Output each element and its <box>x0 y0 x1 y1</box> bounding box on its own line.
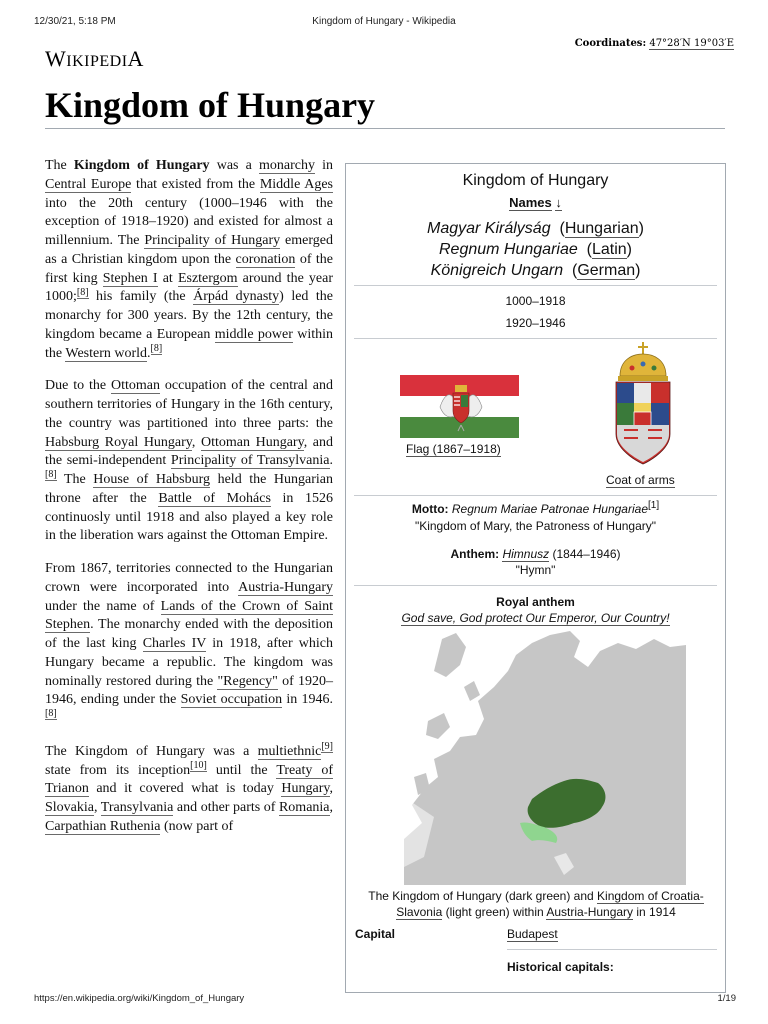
flag-image[interactable] <box>400 375 519 438</box>
body-text: at <box>157 270 178 286</box>
article-link[interactable]: Transylvania <box>100 800 174 815</box>
body-text: , <box>329 781 333 797</box>
article-link[interactable]: Principality of Hungary <box>144 233 281 248</box>
anthem-translation: "Hymn" <box>515 563 556 577</box>
motto: Motto: Regnum Mariae Patronae Hungariae[1] <box>411 500 660 516</box>
body-text: of 1920–1946, ending under the <box>45 673 333 708</box>
body-text: ) led the monarchy for 300 years. By the 12th century, the kingdom became a European <box>45 289 334 342</box>
body-text: emerged as a Christian kingdom upon the <box>45 233 333 267</box>
body-text: and other parts of <box>173 800 279 815</box>
body-text: in 1918, after which Hungary became a republic. The kingdom was nominally restored during the <box>45 636 333 689</box>
article-link[interactable]: middle power <box>214 326 293 342</box>
bold-text: Kingdom of Hungary <box>73 158 210 173</box>
body-text: in 1526 continuosly until 1918 and also played a key role in the liberation wars against the Ottoman Empire. <box>45 490 334 544</box>
body-text: into the 20th century (1000–1946 with the exception of 1918–1920) and existed for almost a millennium. The <box>45 195 333 248</box>
body-text: was a <box>209 158 259 173</box>
body-text: within the <box>45 326 333 361</box>
reference-link[interactable]: [8] <box>45 708 57 720</box>
article-link[interactable]: Principality of Transylvania <box>170 453 330 469</box>
article-link[interactable]: Árpád dynasty <box>193 289 280 305</box>
body-text: , <box>329 800 334 815</box>
body-text: around the year 1000; <box>45 270 333 305</box>
capital-label: Capital <box>355 927 396 941</box>
names-toggle[interactable]: Names ↓ <box>509 195 562 210</box>
austria-hungary-link[interactable]: Austria-Hungary <box>546 905 634 919</box>
royal-anthem <box>346 610 725 626</box>
body-text: The <box>56 472 94 487</box>
coordinates <box>575 38 734 49</box>
article-link[interactable]: "Regency" <box>217 673 278 689</box>
article-paragraph <box>45 560 333 729</box>
coat-of-arms-image[interactable] <box>612 342 674 468</box>
body-text: . <box>147 345 151 361</box>
croatia-slavonia-link[interactable]: Kingdom of Croatia-Slavonia <box>396 889 704 919</box>
coordinates-label: Coordinates: <box>574 38 647 49</box>
reference-link[interactable]: [9] <box>321 741 333 753</box>
reference-link[interactable]: [8] <box>45 469 57 481</box>
crest-icon <box>438 381 484 433</box>
royal-anthem-link[interactable]: God save, God protect Our Emperor, Our Country! <box>401 611 670 625</box>
royal-anthem-label: Royal anthem <box>496 595 575 609</box>
article-link[interactable]: monarchy <box>258 158 315 173</box>
native-name-latin: Regnum Hungariae (Latin) <box>439 241 632 258</box>
infobox-title: Kingdom of Hungary <box>462 172 609 189</box>
article-link[interactable]: Ottoman <box>111 378 161 394</box>
page-number: 1/19 <box>717 993 736 1004</box>
anthem: Anthem: Himnusz (1844–1946) <box>450 547 621 561</box>
capital-link[interactable]: Budapest <box>507 927 558 941</box>
article-link[interactable]: Soviet occupation <box>180 692 283 708</box>
reference-link[interactable]: [8] <box>76 286 89 298</box>
coordinates-link[interactable]: 47°28′N 19°03′E <box>649 38 734 49</box>
body-text: , and the semi-independent <box>45 434 334 469</box>
year-range: 1920–1946 <box>505 316 566 330</box>
article-body <box>45 157 333 851</box>
body-text: (now part of <box>160 818 234 834</box>
infobox <box>345 163 726 993</box>
article-link[interactable]: Western world <box>65 345 148 361</box>
article-link[interactable]: Slovakia <box>45 800 94 815</box>
body-text: his family (the <box>88 289 194 305</box>
article-link[interactable]: Esztergom <box>177 270 238 286</box>
body-text: . The monarchy ended with the deposition of the last king <box>45 617 333 651</box>
body-text: of the first king <box>45 251 334 286</box>
infobox-divider <box>354 285 717 286</box>
arrow-down-icon: ↓ <box>555 195 562 210</box>
body-text: in <box>314 158 334 173</box>
title-divider <box>45 128 725 129</box>
anthem-link[interactable]: Himnusz <box>502 547 550 561</box>
body-text: . <box>329 453 333 469</box>
article-link[interactable]: Treaty of Trianon <box>45 762 333 797</box>
article-link[interactable]: coronation <box>235 251 296 267</box>
article-paragraph <box>45 377 333 546</box>
article-link[interactable]: Ottoman Hungary <box>201 434 304 450</box>
lang-link-latin[interactable]: Latin <box>591 241 627 258</box>
body-text: , <box>191 434 202 450</box>
native-name-hungarian: Magyar Királyság (Hungarian) <box>427 220 644 237</box>
native-name-german: Königreich Ungarn (German) <box>430 262 641 279</box>
article-link[interactable]: Hungary <box>281 781 330 797</box>
infobox-divider <box>354 585 717 586</box>
body-text: held the Hungarian throne after the <box>45 472 333 506</box>
article-link[interactable]: Stephen I <box>102 270 158 286</box>
body-text: in 1946. <box>282 692 334 708</box>
body-text: From 1867, territories connected to the Hungarian crown were incorporated into <box>45 561 333 595</box>
body-text: until the <box>206 762 277 778</box>
reference-link[interactable]: [8] <box>150 342 163 354</box>
article-link[interactable]: Carpathian Ruthenia <box>45 818 161 834</box>
article-link[interactable]: Habsburg Royal Hungary <box>45 434 192 450</box>
body-text: The <box>45 158 74 173</box>
body-text: , <box>94 800 101 815</box>
article-link[interactable]: Central Europe <box>45 176 132 192</box>
body-text: The Kingdom of Hungary was a <box>45 743 258 759</box>
motto-translation: "Kingdom of Mary, the Patroness of Hungary" <box>414 519 657 533</box>
article-link[interactable]: Middle Ages <box>259 176 333 192</box>
body-text: that existed from the <box>131 176 260 192</box>
historical-capitals-label: Historical capitals: <box>507 960 614 974</box>
article-paragraph <box>45 157 333 363</box>
reference-link[interactable]: [1] <box>648 500 660 511</box>
print-footer <box>0 993 768 1007</box>
lang-link-hungarian[interactable]: Hungarian <box>564 220 639 237</box>
article-link[interactable]: Romania <box>278 800 330 815</box>
article-link[interactable]: House of Habsburg <box>93 472 211 487</box>
article-link[interactable]: Austria-Hungary <box>238 579 333 595</box>
article-link[interactable]: multiethnic <box>257 743 322 759</box>
map-caption: The Kingdom of Hungary (dark green) and Kingdom of Croatia-Slavonia (light green) within Austria-Hungary in 1914 <box>368 889 704 919</box>
body-text: occupation of the central and southern territories of Hungary in the 16th century, the country was partitioned into three parts: the <box>45 378 333 431</box>
print-header <box>0 16 768 30</box>
page-title: Kingdom of Hungary <box>45 85 376 125</box>
print-timestamp: 12/30/21, 5:18 PM <box>34 16 116 27</box>
lang-link-german[interactable]: German <box>577 262 636 279</box>
year-range: 1000–1918 <box>505 294 566 308</box>
body-text: and it covered what is today <box>88 781 282 797</box>
flag-caption-link[interactable]: Flag (1867–1918) <box>406 442 501 456</box>
print-url: https://en.wikipedia.org/wiki/Kingdom_of_Hungary <box>34 993 245 1004</box>
print-page-title: Kingdom of Hungary - Wikipedia <box>312 16 456 27</box>
infobox-divider <box>354 338 717 339</box>
infobox-divider <box>354 495 717 496</box>
europe-map-image[interactable] <box>404 627 686 885</box>
body-text: under the name of <box>45 598 161 614</box>
coat-of-arms-caption-link[interactable]: Coat of arms <box>606 473 675 487</box>
article-link[interactable]: Battle of Mohács <box>158 490 271 506</box>
body-text: Due to the <box>45 378 112 394</box>
article-link[interactable]: Charles IV <box>142 636 207 651</box>
article-paragraph <box>45 743 333 837</box>
reference-link[interactable]: [10] <box>190 759 207 771</box>
article-link[interactable]: Lands of the Crown of Saint Stephen <box>45 598 334 633</box>
infobox-divider <box>507 949 717 950</box>
wikipedia-logo[interactable]: WIKIPEDIA <box>45 46 144 71</box>
body-text: state from its inception <box>45 762 191 778</box>
